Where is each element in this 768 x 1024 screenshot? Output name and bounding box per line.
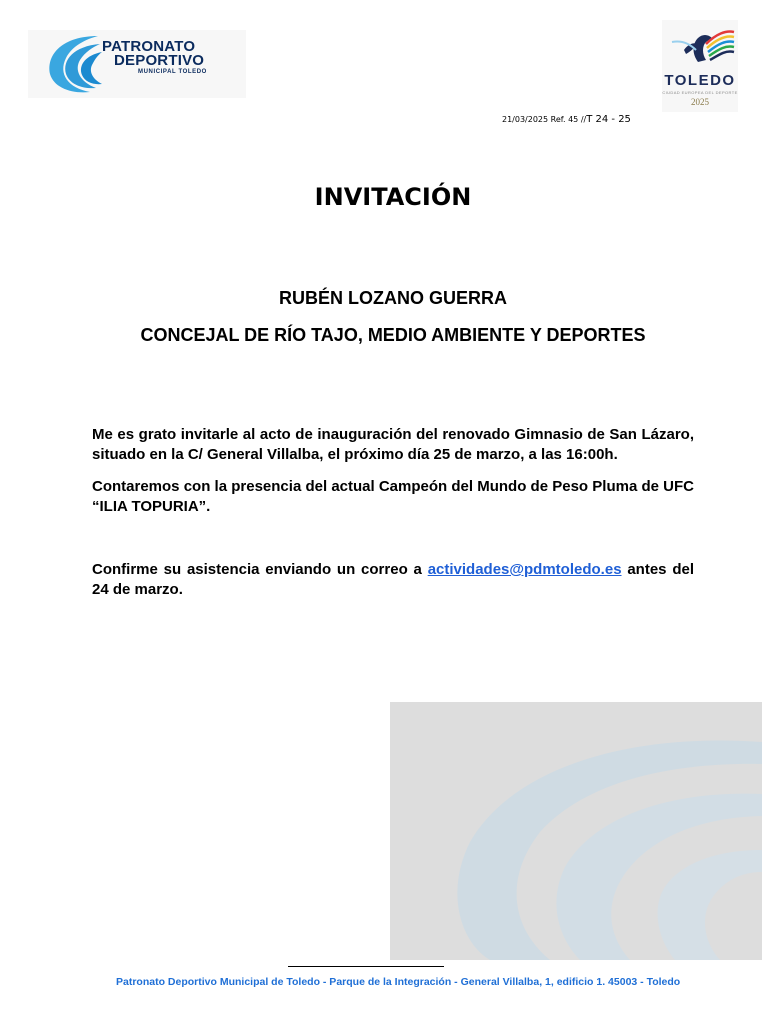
logo-line-deportivo: DEPORTIVO xyxy=(114,52,205,69)
rsvp-text-after: antes del 24 de marzo. xyxy=(92,561,694,598)
logo-line-patronato: PATRONATO xyxy=(102,38,196,55)
logo-year: 2025 xyxy=(691,97,709,107)
watermark-swoosh xyxy=(390,702,762,960)
rsvp-text-before: Confirme su asistencia enviando un correo a xyxy=(92,561,428,578)
invitation-paragraph: Me es grato invitarle al acto de inauguración del renovado Gimnasio de San Lázaro, situado en la C/ General Villalba, el próximo día 25 de marzo, a las 16:00h. xyxy=(92,426,694,463)
reference-code: T 24 - 25 xyxy=(586,114,631,125)
footer-divider xyxy=(288,966,444,967)
recipient-role: CONCEJAL DE RÍO TAJO, MEDIO AMBIENTE Y DEPORTES xyxy=(140,325,646,345)
rsvp-paragraph xyxy=(92,560,694,600)
reference-date: 21/03/2025 Ref. 45 // xyxy=(502,115,587,124)
logo-word-toledo: TOLEDO xyxy=(664,72,736,89)
guest-paragraph: Contaremos con la presencia del actual Campeón del Mundo de Peso Pluma de UFC “ILIA TOPURIA”. xyxy=(92,478,694,515)
document-title: INVITACIÓN xyxy=(314,183,472,211)
recipient-name: RUBÉN LOZANO GUERRA xyxy=(279,288,507,308)
watermark-swoosh-icon xyxy=(390,702,762,960)
toledo-2025-logo xyxy=(662,20,738,112)
logo-line-municipal: MUNICIPAL TOLEDO xyxy=(138,69,207,75)
footer-address: Patronato Deportivo Municipal de Toledo - Parque de la Integración - General Villalba, 1, edificio 1. 45003 - Toledo xyxy=(116,976,681,988)
email-link[interactable]: actividades@pdmtoledo.es xyxy=(427,561,622,578)
reference-line xyxy=(502,114,631,125)
patronato-logo xyxy=(28,30,246,98)
logo-subtitle: CIUDAD EUROPEA DEL DEPORTE xyxy=(662,90,738,95)
